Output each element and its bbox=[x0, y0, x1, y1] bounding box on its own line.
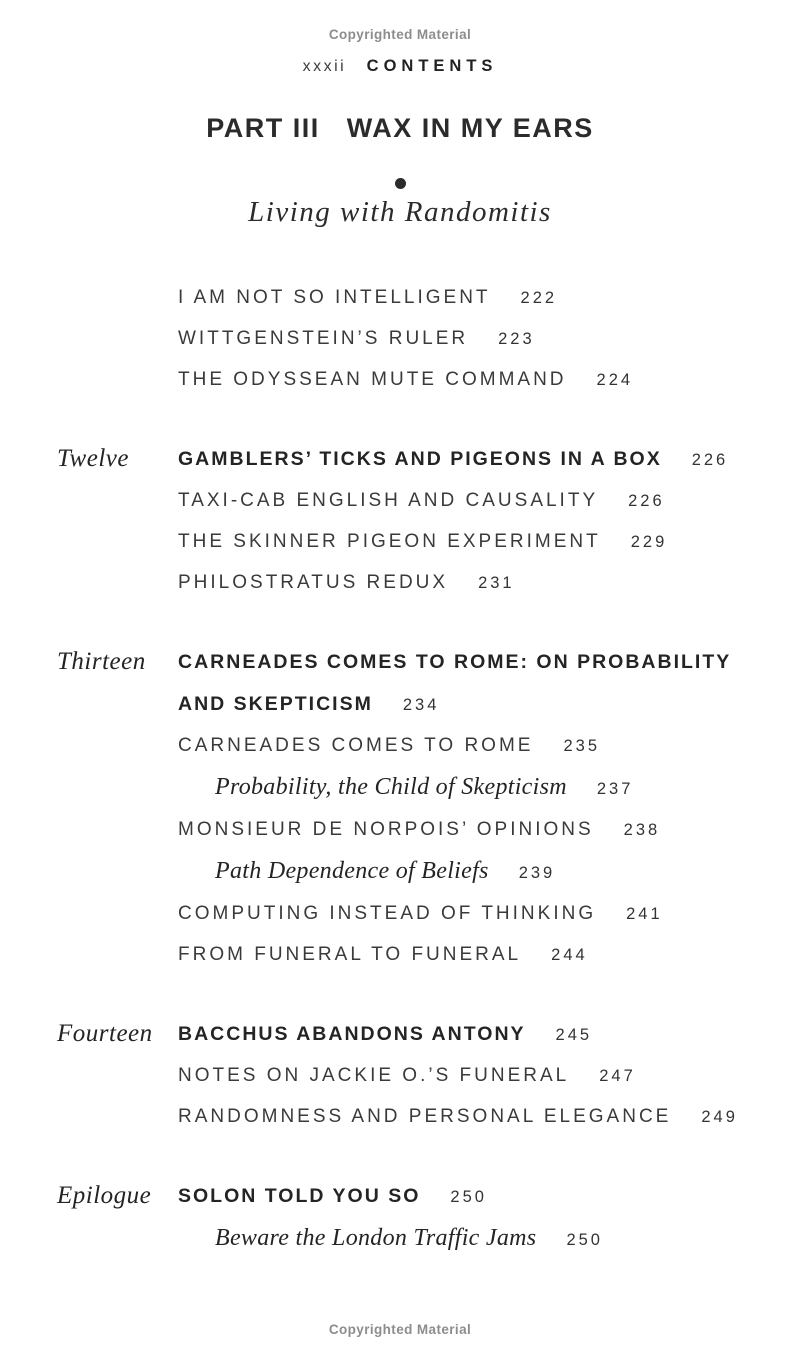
entry-page-number: 244 bbox=[551, 946, 588, 964]
toc-entry bbox=[178, 1218, 742, 1261]
toc-entry bbox=[178, 481, 742, 522]
toc-section bbox=[0, 642, 800, 976]
entry-title: Path Dependence of Beliefs bbox=[215, 858, 489, 884]
toc-section bbox=[0, 278, 800, 401]
part-subtitle: Living with Randomitis bbox=[248, 196, 552, 228]
toc-section bbox=[0, 1176, 800, 1261]
entry-title: COMPUTING INSTEAD OF THINKING bbox=[178, 903, 597, 924]
toc-entry bbox=[178, 278, 742, 319]
entry-title: BACCHUS ABANDONS ANTONY bbox=[178, 1023, 526, 1045]
entry-page-number: 234 bbox=[402, 696, 440, 714]
entry-title: WITTGENSTEIN’S RULER bbox=[178, 328, 469, 349]
toc-entry bbox=[178, 726, 742, 767]
toc-section bbox=[0, 439, 800, 604]
part-title bbox=[0, 113, 800, 144]
entry-page-number: 237 bbox=[596, 780, 634, 798]
entry-title: Probability, the Child of Skepticism bbox=[215, 774, 567, 800]
entry-page-number: 222 bbox=[520, 289, 558, 307]
entry-title: RANDOMNESS AND PERSONAL ELEGANCE bbox=[178, 1106, 672, 1127]
chapter-label: Fourteen bbox=[57, 1020, 153, 1047]
entry-title: TAXI-CAB ENGLISH AND CAUSALITY bbox=[178, 490, 599, 511]
copyright-notice-top: Copyrighted Material bbox=[328, 27, 472, 42]
toc-entry bbox=[178, 1176, 742, 1218]
toc-entry bbox=[178, 851, 742, 894]
toc-section bbox=[0, 1014, 800, 1138]
part-label: PART III bbox=[206, 113, 320, 143]
copyright-notice-bottom: Copyrighted Material bbox=[328, 1322, 472, 1337]
toc-entry bbox=[178, 810, 742, 851]
entry-page-number: 250 bbox=[450, 1188, 487, 1206]
entry-title: FROM FUNERAL TO FUNERAL bbox=[178, 944, 522, 965]
toc-entry bbox=[178, 1014, 742, 1056]
entry-page-number: 238 bbox=[623, 821, 661, 839]
chapter-label: Twelve bbox=[57, 445, 129, 472]
entry-title: CARNEADES COMES TO ROME: ON PROBABILITY AND SKEPTICISM bbox=[178, 651, 731, 715]
running-header bbox=[0, 57, 800, 76]
entry-page-number: 229 bbox=[630, 533, 668, 551]
entry-title: CARNEADES COMES TO ROME bbox=[178, 735, 534, 756]
entry-title: NOTES ON JACKIE O.’S FUNERAL bbox=[178, 1065, 570, 1086]
entry-title: I AM NOT SO INTELLIGENT bbox=[178, 287, 491, 308]
entry-page-number: 223 bbox=[498, 330, 535, 348]
toc-entry bbox=[178, 935, 742, 976]
entry-title: MONSIEUR DE NORPOIS’ OPINIONS bbox=[178, 819, 594, 840]
entry-title: Beware the London Traffic Jams bbox=[215, 1225, 537, 1251]
entry-page-number: 250 bbox=[566, 1231, 603, 1249]
toc-entry bbox=[178, 894, 742, 935]
entry-page-number: 241 bbox=[626, 905, 663, 923]
entry-page-number: 224 bbox=[596, 371, 634, 389]
toc-entry bbox=[178, 439, 742, 481]
toc-entry bbox=[178, 563, 742, 604]
toc-entry bbox=[178, 1056, 742, 1097]
toc-entry bbox=[178, 642, 742, 726]
chapter-label: Epilogue bbox=[57, 1182, 152, 1209]
chapter-label: Thirteen bbox=[57, 648, 146, 675]
entry-title: SOLON TOLD YOU SO bbox=[178, 1185, 421, 1207]
entry-title: THE SKINNER PIGEON EXPERIMENT bbox=[178, 531, 601, 552]
entry-title: THE ODYSSEAN MUTE COMMAND bbox=[178, 369, 567, 390]
entry-page-number: 247 bbox=[599, 1067, 636, 1085]
toc-entry bbox=[178, 767, 742, 810]
table-of-contents bbox=[0, 278, 800, 1261]
entry-page-number: 235 bbox=[563, 737, 600, 755]
entry-title: GAMBLERS’ TICKS AND PIGEONS IN A BOX bbox=[178, 448, 662, 470]
entry-page-number: 245 bbox=[555, 1026, 593, 1044]
divider-dot-icon bbox=[395, 178, 406, 189]
toc-entry bbox=[178, 319, 742, 360]
entry-page-number: 249 bbox=[701, 1108, 738, 1126]
entry-title: PHILOSTRATUS REDUX bbox=[178, 572, 449, 593]
toc-entry bbox=[178, 1097, 742, 1138]
entry-page-number: 231 bbox=[478, 574, 515, 592]
toc-entry bbox=[178, 522, 742, 563]
toc-entry bbox=[178, 360, 742, 401]
contents-heading: CONTENTS bbox=[366, 57, 498, 75]
folio-page-number: xxxii bbox=[302, 58, 347, 75]
entry-page-number: 239 bbox=[518, 864, 556, 882]
part-name: WAX IN MY EARS bbox=[346, 113, 594, 143]
entry-page-number: 226 bbox=[691, 451, 729, 469]
entry-page-number: 226 bbox=[628, 492, 665, 510]
